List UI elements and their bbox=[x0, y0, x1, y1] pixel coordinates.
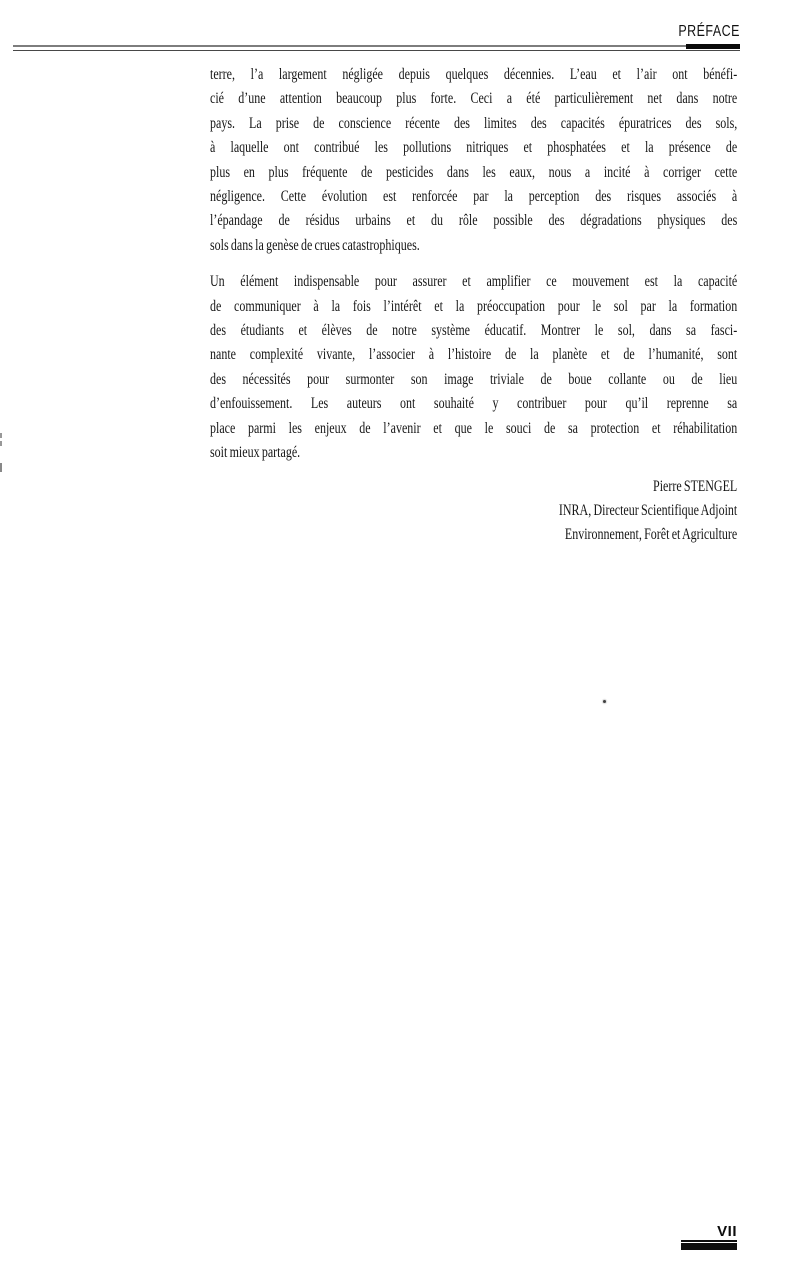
text-line: cié d’une attention beaucoup plus forte. Ceci a été particulièrement net dans notre bbox=[210, 90, 738, 108]
text-line: de communiquer à la fois l’intérêt et la préoccupation pour le sol par la formation bbox=[210, 297, 738, 315]
text-line: des étudiants et élèves de notre système éducatif. Montrer le sol, dans sa fasci- bbox=[210, 322, 738, 340]
text-line: sols dans la genèse de crues catastrophiques. bbox=[210, 236, 420, 254]
footer-rule bbox=[681, 1243, 737, 1250]
signature-division: Environnement, Forêt et Agriculture bbox=[564, 526, 738, 544]
header-rule-thin-bottom bbox=[13, 50, 740, 52]
text-line: plus en plus fréquente de pesticides dans les eaux, nous a incité à corriger cette bbox=[210, 163, 738, 181]
signature-role: INRA, Directeur Scientifique Adjoint bbox=[558, 501, 738, 519]
text-line: soit mieux partagé. bbox=[210, 444, 301, 462]
text-line: Un élément indispensable pour assurer et amplifier ce mouvement est la capacité bbox=[210, 273, 738, 291]
page-title: PRÉFACE bbox=[678, 23, 740, 40]
text-line: des nécessités pour surmonter son image triviale de boue collante ou de lieu bbox=[210, 370, 738, 388]
text-line: à laquelle ont contribué les pollutions nitriques et phosphatées et la présence de bbox=[210, 139, 738, 157]
text-line: place parmi les enjeux de l’avenir et que le souci de sa protection et réhabilitation bbox=[210, 419, 738, 437]
signature-block bbox=[210, 475, 737, 548]
text-line: négligence. Cette évolution est renforcée par la perception des risques associés à bbox=[210, 188, 738, 206]
body-text bbox=[210, 63, 737, 548]
page-footer bbox=[681, 1224, 737, 1250]
header-rule-bold-segment bbox=[686, 44, 740, 49]
page-number: VII bbox=[681, 1224, 737, 1242]
text-line: d’enfouissement. Les auteurs ont souhaité y contribuer pour qu’il reprenne sa bbox=[210, 395, 738, 413]
text-line: terre, l’a largement négligée depuis quelques décennies. L’eau et l’air ont bénéfi- bbox=[210, 66, 738, 83]
signature-name: Pierre STENGEL bbox=[653, 477, 738, 495]
body-paragraph bbox=[210, 63, 737, 258]
scan-edge-mark bbox=[0, 463, 2, 472]
scan-edge-mark bbox=[0, 433, 2, 438]
header-rule-thin-top bbox=[13, 45, 688, 47]
scan-edge-mark bbox=[0, 441, 2, 446]
text-line: l’épandage de résidus urbains et du rôle possible des dégradations physiques des bbox=[210, 212, 738, 230]
text-line: pays. La prise de conscience récente des limites des capacités épuratrices des sols, bbox=[210, 114, 738, 132]
body-paragraph bbox=[210, 270, 737, 465]
text-line: nante complexité vivante, l’associer à l’histoire de la planète et de l’humanité, sont bbox=[210, 346, 738, 364]
scan-speck bbox=[603, 700, 606, 703]
